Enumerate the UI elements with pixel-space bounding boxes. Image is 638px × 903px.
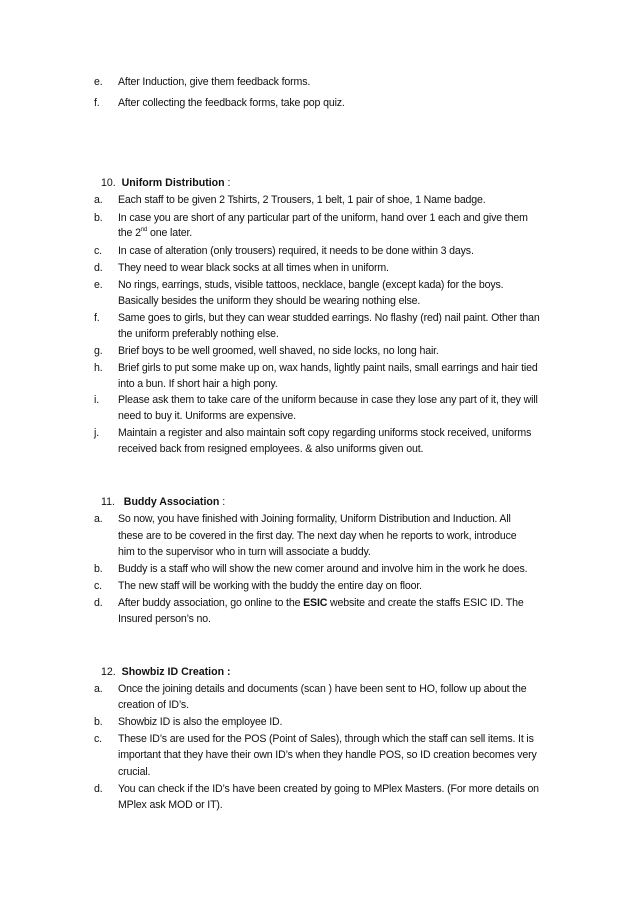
list-label: g. (94, 345, 103, 357)
list-text: Same goes to girls, but they can wear studded earrings. No flashy (red) nail paint. Other than (118, 312, 540, 324)
list-text: In case you are short of any particular part of the uniform, hand over 1 each and give them (118, 212, 528, 224)
list-label: d. (94, 262, 103, 274)
section-heading-showbiz-id-creation (101, 665, 231, 679)
list-label: c. (94, 245, 102, 257)
list-label: c. (94, 580, 102, 592)
list-text: No rings, earrings, studs, visible tattoos, necklace, bangle (except kada) for the boys. (118, 279, 504, 291)
list-label: b. (94, 563, 103, 575)
list-label: a. (94, 513, 103, 525)
list-text: creation of ID’s. (118, 699, 189, 711)
list-text: Maintain a register and also maintain soft copy regarding uniforms stock received, uniforms (118, 427, 532, 439)
list-label: i. (94, 394, 99, 406)
list-text: Once the joining details and documents (scan ) have been sent to HO, follow up about the (118, 683, 527, 695)
list-text: In case of alteration (only trousers) required, it needs to be done within 3 days. (118, 245, 474, 257)
list-text: crucial. (118, 766, 151, 778)
section-suffix: : (219, 496, 226, 508)
list-text (118, 226, 192, 240)
list-text: After collecting the feedback forms, take pop quiz. (118, 97, 345, 109)
list-label: j. (94, 427, 99, 439)
list-label: e. (94, 76, 103, 88)
section-title: Buddy Association (123, 496, 220, 508)
section-title: Showbiz ID Creation : (121, 666, 231, 678)
list-label: d. (94, 597, 103, 609)
list-text: Brief boys to be well groomed, well shaved, no side locks, no long hair. (118, 345, 439, 357)
section-suffix: : (224, 177, 231, 189)
section-number: 12. (101, 666, 116, 678)
list-text: important that they have their own ID’s when they handle POS, so ID creation becomes very (118, 749, 537, 761)
section-title: Uniform Distribution (121, 177, 225, 189)
list-label: d. (94, 783, 103, 795)
list-text: Please ask them to take care of the uniform because in case they lose any part of it, they will (118, 394, 538, 406)
esic-highlight: ESIC (303, 597, 328, 609)
text-part: After buddy association, go online to the (118, 597, 304, 609)
list-label: e. (94, 279, 103, 291)
list-label: b. (94, 212, 103, 224)
list-label: a. (94, 683, 103, 695)
list-text: They need to wear black socks at all times when in uniform. (118, 262, 389, 274)
list-label: f. (94, 312, 100, 324)
list-label: b. (94, 716, 103, 728)
section-heading-buddy-association (101, 495, 225, 509)
list-text: Showbiz ID is also the employee ID. (118, 716, 283, 728)
list-text (118, 596, 524, 610)
text-part: the 2 (118, 227, 141, 239)
list-label: c. (94, 733, 102, 745)
list-text: the uniform preferably nothing else. (118, 328, 279, 340)
list-text: These ID’s are used for the POS (Point of Sales), through which the staff can sell items. It is (118, 733, 534, 745)
list-text: You can check if the ID’s have been created by going to MPlex Masters. (For more details on (118, 783, 539, 795)
list-label: h. (94, 362, 103, 374)
list-text: Buddy is a staff who will show the new comer around and involve him in the work he does. (118, 563, 528, 575)
list-label: f. (94, 97, 100, 109)
list-text: into a bun. If short hair a high pony. (118, 378, 278, 390)
list-text: received back from resigned employees. & also uniforms given out. (118, 443, 424, 455)
list-text: So now, you have finished with Joining formality, Uniform Distribution and Induction. All (118, 513, 511, 525)
list-text: these are to be covered in the first day. The next day when he reports to work, introduce (118, 530, 517, 542)
list-label: a. (94, 194, 103, 206)
text-part: one later. (147, 227, 193, 239)
section-number: 11. (101, 496, 115, 508)
superscript: nd (140, 227, 148, 233)
list-text: Brief girls to put some make up on, wax hands, lightly paint nails, small earrings and hair tied (118, 362, 538, 374)
list-text: Each staff to be given 2 Tshirts, 2 Trousers, 1 belt, 1 pair of shoe, 1 Name badge. (118, 194, 486, 206)
text-part: website and create the staffs ESIC ID. The (327, 597, 524, 609)
section-number: 10. (101, 177, 116, 189)
list-text: MPlex ask MOD or IT). (118, 799, 223, 811)
list-text: The new staff will be working with the buddy the entire day on floor. (118, 580, 422, 592)
section-heading-uniform-distribution (101, 176, 231, 190)
list-text: Insured person’s no. (118, 613, 211, 625)
list-text: After Induction, give them feedback forms. (118, 76, 311, 88)
list-text: need to buy it. Uniforms are expensive. (118, 410, 296, 422)
list-text: him to the supervisor who in turn will associate a buddy. (118, 546, 371, 558)
list-text: Basically besides the uniform they should be wearing nothing else. (118, 295, 421, 307)
